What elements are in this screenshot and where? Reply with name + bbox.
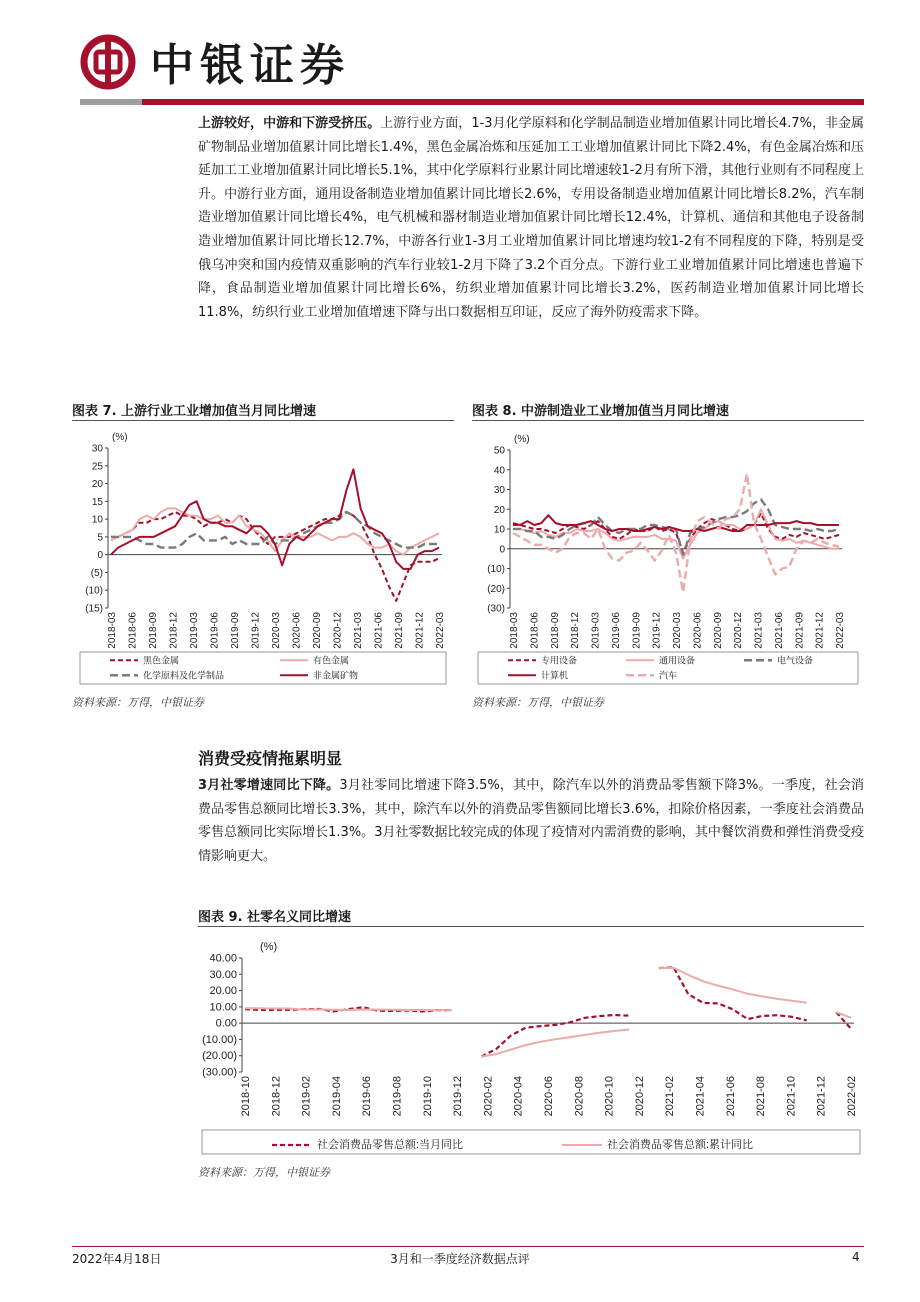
x-tick-label: 2021-02 bbox=[664, 1076, 677, 1117]
consumption-body: 3月社零同比增速下降3.5%，其中，除汽车以外的消费品零售额下降3%。一季度，社会消费品零售总额同比增长3.3%，其中，除汽车以外的消费品零售额同比增长3.6%，扣除价格因素，一季度社会消费品零售总额同比实际增长1.3%。3月社零数据比较完成的体现了疫情对内需消费的影响，其中餐饮消费和弹性消费受疫情影响更大。 bbox=[198, 778, 864, 864]
consumption-lead: 3月社零增速同比下降。 bbox=[198, 778, 340, 793]
x-tick-label: 2019-12 bbox=[452, 1076, 465, 1117]
series-line-电气设备 bbox=[513, 499, 839, 554]
brand-name: 中银证券 bbox=[150, 40, 350, 91]
x-tick-label: 2020-12 bbox=[332, 612, 344, 649]
footer-date: 2022年4月18日 bbox=[72, 1252, 162, 1266]
y-tick-label: (10) bbox=[487, 564, 505, 575]
boc-logo bbox=[80, 34, 136, 90]
upstream-paragraph bbox=[198, 112, 864, 324]
legend-label: 社会消费品零售总额:当月同比 bbox=[317, 1139, 464, 1151]
y-tick-label: 30 bbox=[91, 443, 103, 455]
x-tick-label: 2019-03 bbox=[189, 612, 200, 649]
x-tick-label: 2019-12 bbox=[651, 612, 663, 649]
x-tick-label: 2019-09 bbox=[631, 612, 643, 649]
legend-box bbox=[202, 1130, 860, 1154]
y-tick-label: 0.00 bbox=[215, 1017, 237, 1030]
figure8-source: 资料来源：万得，中银证券 bbox=[472, 696, 604, 709]
upstream-body: 上游行业方面，1-3月化学原料和化学制品制造业增加值累计同比增长4.7%，非金属矿物制品业增加值累计同比增长1.4%，黑色金属冶炼和压延加工工业增加值累计同比下降2.4%，有色金属冶炼和压延加工工业增加值累计同比增长5.1%，其中化学原料行业累计同比增速较1-2月有所下滑，其他行业则有不同程度上升。中游行业方面，通用设备制造业增加值累计同比增长2.6%，专用设备制造业增加值累计同比增长8.2%，汽车制造业增加值累计同比增长4%，电气机械和器材制造业增加值累计同比增长12.4%，计算机、通信和其他电子设备制造业增加值累计同比增长12.7%，中游各行业1-3月工业增加值累计同比增速均较1-2有不同程度的下降，特别是受俄乌冲突和国内疫情双重影响的汽车行业较1-2月下降了3.2个百分点。下游行业工业增加值累计同比增速也普遍下降，食品制造业增加值累计同比增长6%，纺织业增加值累计同比增长3.2%，医药制造业增加值累计同比增长11.8%，纺织行业工业增加值增速下降与出口数据相互印证，反应了海外防疫需求下降。 bbox=[198, 116, 864, 320]
x-tick-label: 2020-06 bbox=[692, 612, 704, 649]
x-tick-label: 2019-04 bbox=[330, 1076, 343, 1117]
figure7-source: 资料来源：万得，中银证券 bbox=[72, 696, 204, 709]
legend-label: 非金属矿物 bbox=[313, 670, 359, 681]
y-tick-label: 0 bbox=[97, 550, 103, 562]
x-tick-label: 2018-09 bbox=[549, 612, 561, 649]
x-tick-label: 2021-03 bbox=[353, 612, 364, 649]
x-tick-label: 2021-06 bbox=[724, 1076, 737, 1117]
x-tick-label: 2018-03 bbox=[107, 612, 118, 649]
y-tick-label: 0 bbox=[499, 544, 505, 556]
figure8-chart bbox=[472, 420, 864, 688]
x-tick-label: 2019-06 bbox=[209, 612, 221, 649]
x-tick-label: 2021-09 bbox=[394, 612, 405, 649]
y-axis-label: (%) bbox=[260, 941, 278, 953]
legend-label: 通用设备 bbox=[659, 655, 696, 666]
figure9-caption: 图表 9. 社零名义同比增速 bbox=[198, 910, 352, 925]
y-tick-label: (20.00) bbox=[202, 1050, 237, 1063]
figure8-caption: 图表 8. 中游制造业工业增加值当月同比增速 bbox=[472, 404, 730, 419]
x-tick-label: 2021-10 bbox=[785, 1076, 798, 1117]
y-tick-label: 30.00 bbox=[209, 968, 237, 981]
y-tick-label: 20 bbox=[91, 479, 103, 491]
y-tick-label: 10 bbox=[91, 514, 103, 526]
x-tick-label: 2021-09 bbox=[794, 612, 806, 649]
consumption-heading: 消费受疫情拖累明显 bbox=[198, 749, 343, 768]
x-tick-label: 2019-12 bbox=[250, 612, 262, 649]
y-axis-label: (%) bbox=[514, 434, 530, 445]
x-tick-label: 2020-08 bbox=[573, 1076, 586, 1117]
y-tick-label: 50 bbox=[493, 445, 505, 457]
x-tick-label: 2018-12 bbox=[570, 612, 582, 649]
legend-label: 汽车 bbox=[659, 670, 678, 681]
x-tick-label: 2020-02 bbox=[482, 1076, 495, 1117]
x-tick-label: 2019-03 bbox=[590, 612, 602, 649]
header-rule-red bbox=[142, 99, 864, 105]
x-tick-label: 2021-06 bbox=[773, 612, 785, 649]
figure9-chart bbox=[198, 926, 864, 1158]
y-tick-label: 40.00 bbox=[209, 952, 237, 965]
x-tick-label: 2019-08 bbox=[391, 1076, 404, 1117]
legend-label: 专用设备 bbox=[541, 655, 578, 666]
x-tick-label: 2020-06 bbox=[291, 612, 303, 649]
y-tick-label: (30) bbox=[487, 603, 505, 615]
x-tick-label: 2018-12 bbox=[270, 1076, 283, 1117]
x-tick-label: 2021-12 bbox=[815, 1076, 828, 1117]
footer-rule bbox=[72, 1246, 864, 1247]
figure7-caption: 图表 7. 上游行业工业增加值当月同比增速 bbox=[72, 404, 317, 419]
header-rule-gray bbox=[80, 99, 142, 105]
x-tick-label: 2018-10 bbox=[240, 1076, 252, 1117]
y-tick-label: 5 bbox=[97, 532, 103, 544]
x-tick-label: 2020-06 bbox=[543, 1076, 555, 1117]
x-tick-label: 2019-02 bbox=[300, 1076, 313, 1117]
series-line-非金属矿物 bbox=[111, 469, 439, 569]
y-tick-label: (15) bbox=[85, 603, 103, 615]
x-tick-label: 2020-03 bbox=[672, 612, 683, 649]
x-tick-label: 2018-06 bbox=[127, 612, 139, 649]
x-tick-label: 2022-03 bbox=[835, 612, 846, 649]
series-line-社会消费品零售总额:当月同比 bbox=[245, 967, 851, 1056]
x-tick-label: 2019-06 bbox=[361, 1076, 374, 1117]
legend-label: 电气设备 bbox=[777, 655, 814, 666]
x-tick-label: 2018-12 bbox=[168, 612, 180, 649]
x-tick-label: 2021-04 bbox=[694, 1076, 707, 1117]
y-tick-label: (5) bbox=[90, 567, 103, 579]
legend-label: 计算机 bbox=[541, 670, 569, 681]
legend-label: 社会消费品零售总额:累计同比 bbox=[607, 1139, 754, 1151]
upstream-lead: 上游较好，中游和下游受挤压。 bbox=[198, 116, 381, 131]
x-tick-label: 2018-03 bbox=[509, 612, 520, 649]
x-tick-label: 2019-06 bbox=[610, 612, 622, 649]
series-line-社会消费品零售总额:累计同比 bbox=[245, 968, 851, 1057]
y-tick-label: 25 bbox=[91, 461, 103, 473]
x-tick-label: 2020-03 bbox=[271, 612, 282, 649]
y-tick-label: 30 bbox=[493, 485, 505, 496]
x-tick-label: 2019-10 bbox=[421, 1076, 434, 1117]
consumption-paragraph bbox=[198, 774, 864, 868]
y-tick-label: 20.00 bbox=[209, 985, 237, 998]
y-tick-label: 40 bbox=[493, 465, 505, 477]
x-tick-label: 2018-06 bbox=[529, 612, 541, 649]
y-tick-label: 15 bbox=[91, 496, 103, 508]
figure7-chart bbox=[72, 420, 454, 688]
y-tick-label: (10) bbox=[85, 585, 103, 597]
x-tick-label: 2021-06 bbox=[373, 612, 385, 649]
y-axis-label: (%) bbox=[112, 432, 128, 443]
figure9-source: 资料来源：万得，中银证券 bbox=[198, 1166, 330, 1179]
legend-label: 有色金属 bbox=[313, 655, 350, 666]
x-tick-label: 2021-12 bbox=[414, 612, 426, 649]
y-tick-label: (10.00) bbox=[202, 1033, 237, 1046]
x-tick-label: 2021-03 bbox=[753, 612, 765, 649]
x-tick-label: 2020-12 bbox=[733, 612, 745, 649]
footer-title: 3月和一季度经济数据点评 bbox=[390, 1252, 530, 1266]
y-tick-label: 20 bbox=[493, 504, 505, 516]
x-tick-label: 2019-09 bbox=[230, 612, 241, 649]
legend-box bbox=[80, 652, 446, 684]
series-line-黑色金属 bbox=[111, 512, 439, 601]
x-tick-label: 2018-09 bbox=[148, 612, 159, 649]
x-tick-label: 2022-02 bbox=[846, 1076, 858, 1117]
x-tick-label: 2020-04 bbox=[512, 1076, 525, 1117]
legend-label: 黑色金属 bbox=[143, 655, 180, 666]
x-tick-label: 2021-08 bbox=[755, 1076, 768, 1117]
x-tick-label: 2021-12 bbox=[814, 612, 826, 649]
x-tick-label: 2020-12 bbox=[633, 1076, 646, 1117]
y-tick-label: (30.00) bbox=[202, 1066, 237, 1079]
x-tick-label: 2020-09 bbox=[312, 612, 323, 649]
y-tick-label: 10 bbox=[493, 524, 505, 536]
x-tick-label: 2020-09 bbox=[712, 612, 724, 649]
x-tick-label: 2022-03 bbox=[435, 612, 446, 649]
x-tick-label: 2020-10 bbox=[603, 1076, 616, 1117]
y-tick-label: (20) bbox=[487, 583, 505, 595]
legend-label: 化学原料及化学制品 bbox=[143, 670, 225, 681]
y-tick-label: 10.00 bbox=[209, 1001, 237, 1014]
footer-page: 4 bbox=[852, 1250, 860, 1264]
